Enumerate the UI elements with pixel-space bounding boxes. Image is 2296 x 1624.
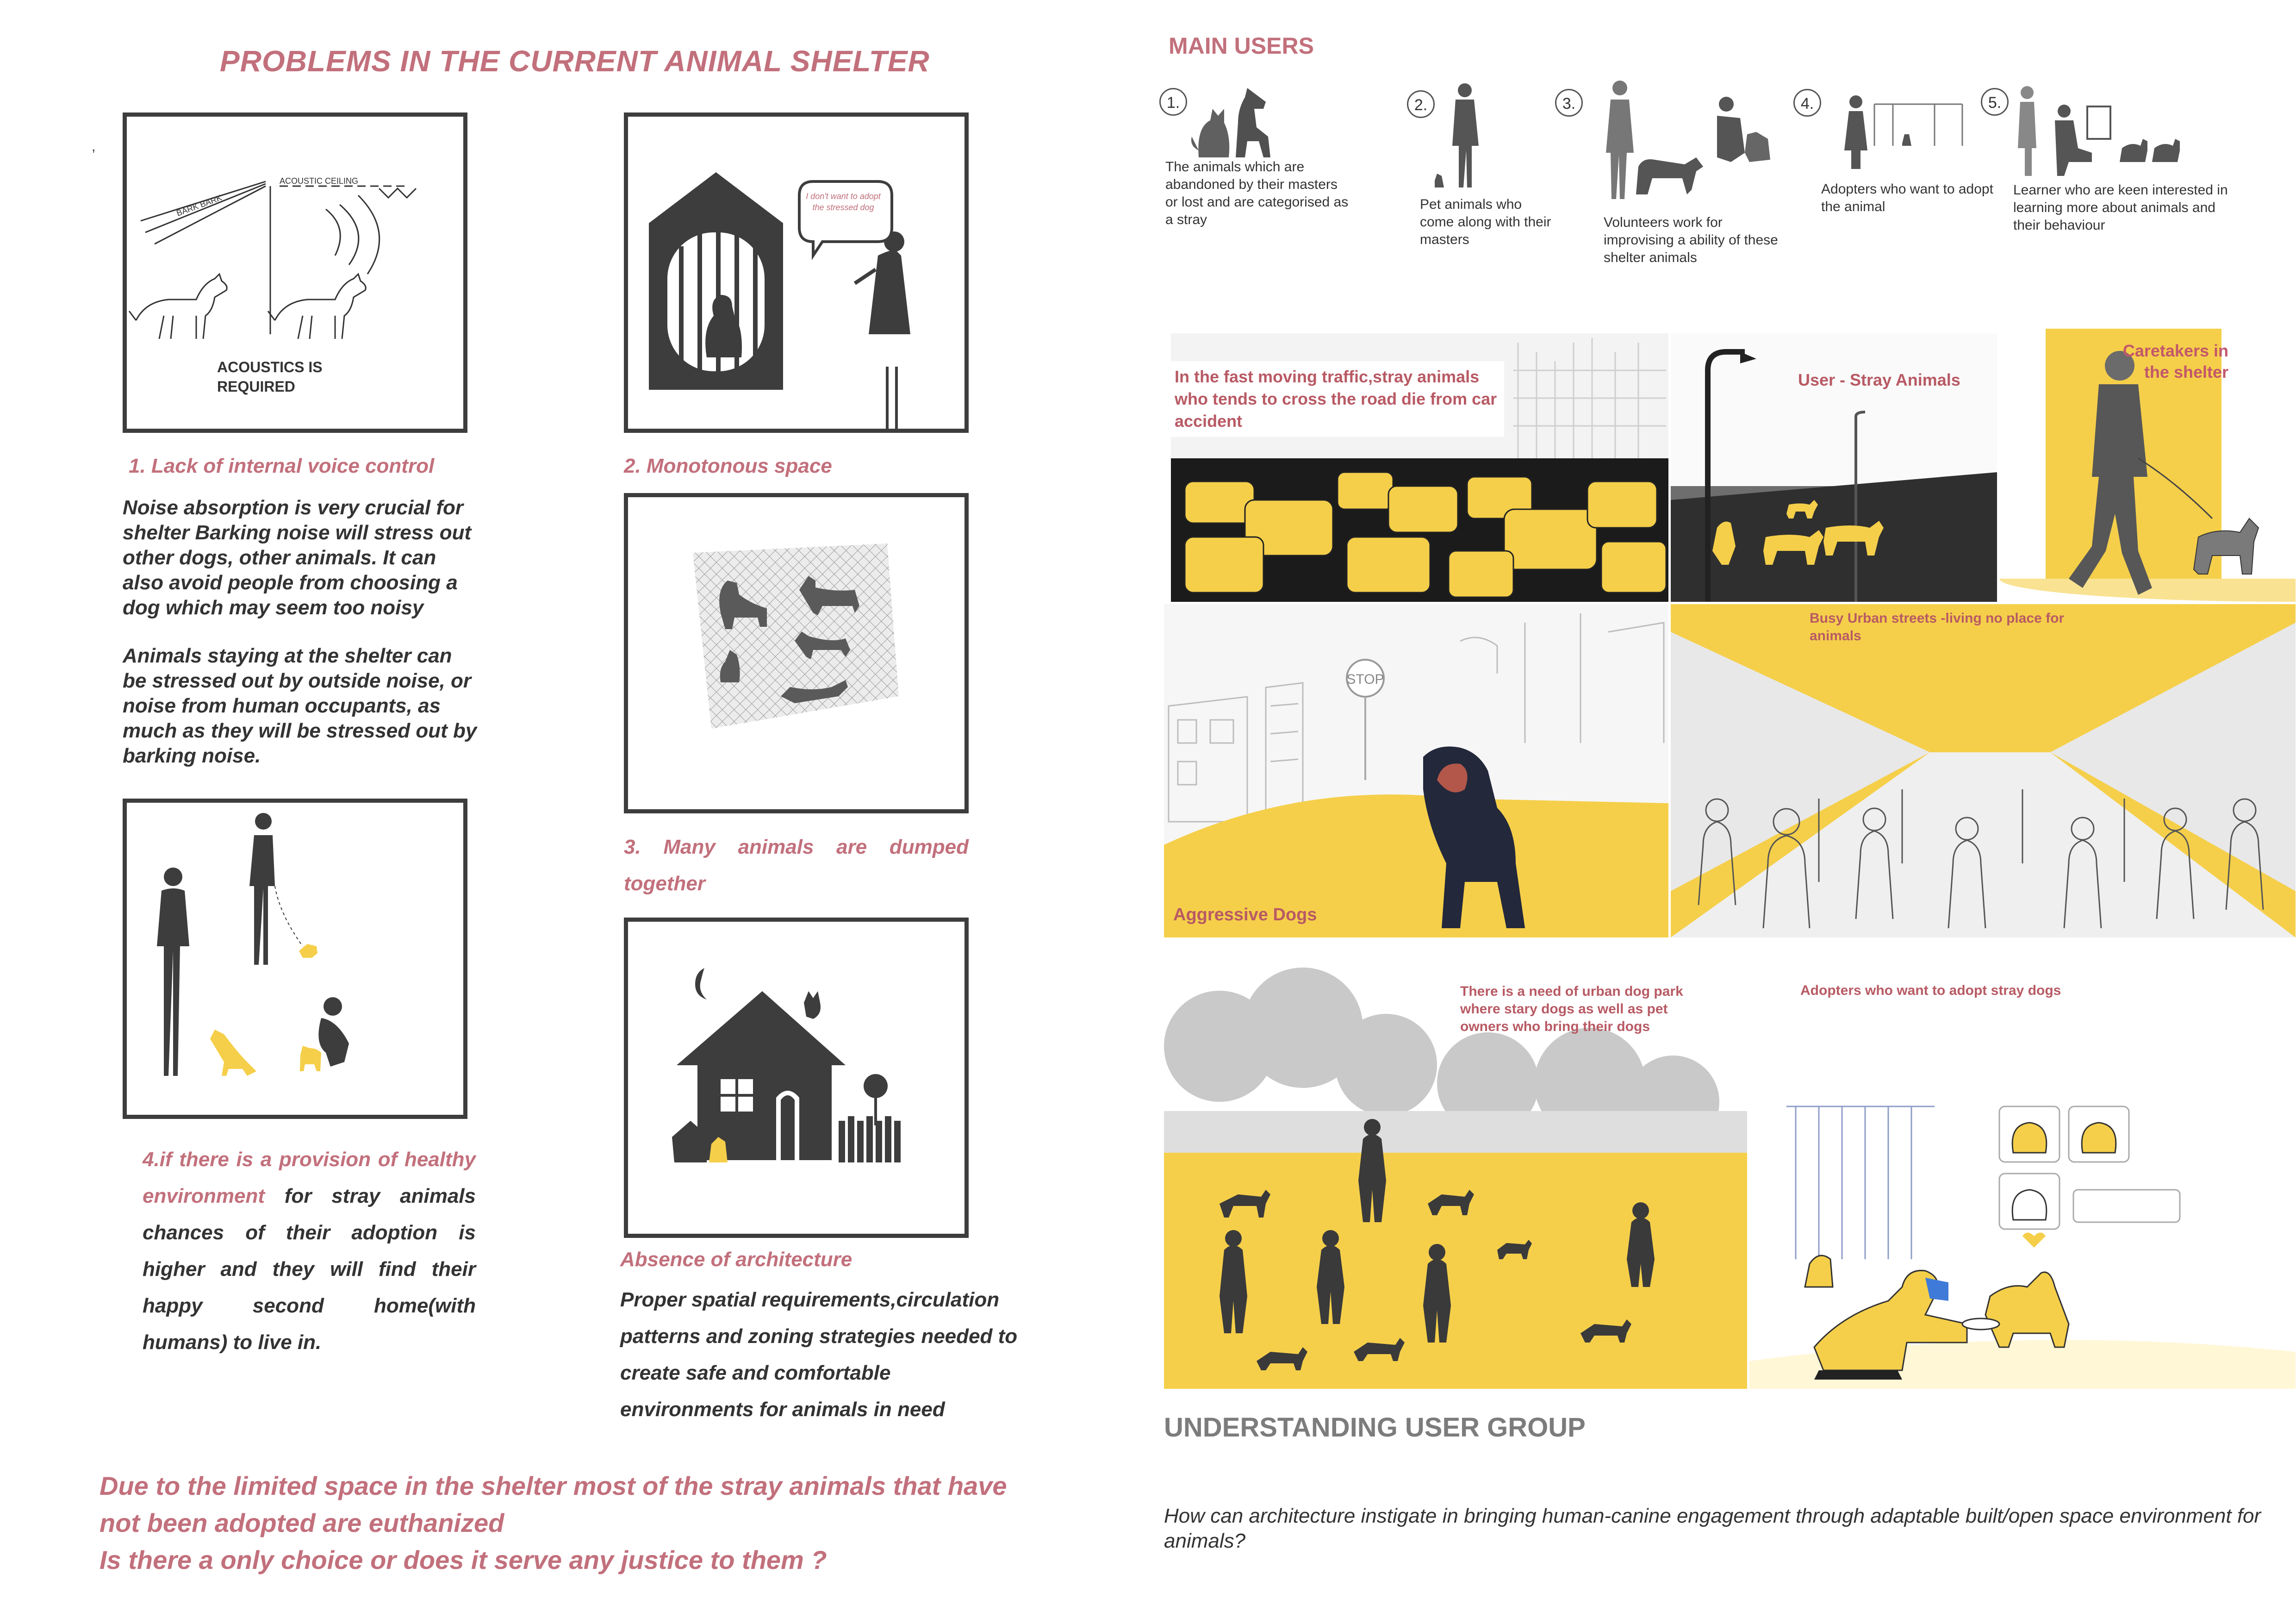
acoustics-caption: ACOUSTICS IS REQUIRED bbox=[217, 359, 323, 395]
caretakers-photo bbox=[1999, 329, 2296, 602]
heading-monotonous: 2. Monotonous space bbox=[624, 455, 832, 477]
aggressive-dog-illustration bbox=[1164, 604, 1668, 937]
environment-panel bbox=[123, 799, 467, 1119]
aggressive-dogs-photo bbox=[1164, 604, 1668, 937]
acoustic-ceiling-label: ACOUSTIC CEILING bbox=[280, 176, 359, 186]
caretakers-caption: Caretakers in the shelter bbox=[2122, 341, 2228, 381]
dumped-panel bbox=[624, 493, 969, 813]
noise-paragraph-1: Noise absorption is very crucial for shelter Barking noise will stress out other dogs, other animals. It can also avoid people from choosing a dog which may seem too noisy bbox=[123, 496, 472, 619]
environment-body: for stray animals chances of their adoption is higher and they will find their happy second home(with humans) to live in. bbox=[143, 1185, 476, 1354]
bark-label: BARK BARK bbox=[175, 193, 224, 218]
stop-sign-label: STOP bbox=[1346, 672, 1384, 687]
adopters-photo bbox=[1749, 963, 2296, 1389]
user-text-1: The animals which are abandoned by their masters or lost and are categorised as a stray bbox=[1165, 159, 1349, 227]
speech-bubble-text: I don't want to adopt the stressed dog bbox=[806, 192, 881, 212]
euthanasia-statement bbox=[100, 1468, 1007, 1579]
dog-park-photo bbox=[1164, 963, 1747, 1389]
heading-architecture: Absence of architecture bbox=[620, 1248, 852, 1271]
footer-line-1: Due to the limited space in the shelter most of the stray animals that have bbox=[100, 1471, 1007, 1500]
dog-park-caption: There is a need of urban dog park where stary dogs as well as pet owners who bring their dogs bbox=[1460, 984, 1683, 1034]
environment-heading: 4.if there is a provision of healthy environment bbox=[143, 1148, 476, 1207]
user-number-3: 3. bbox=[1555, 89, 1583, 117]
user-text-4: Adopters who want to adopt the animal bbox=[1821, 181, 1993, 214]
heading-dumped: 3. Many animals are dumped together bbox=[624, 836, 969, 895]
understanding-user-group-heading: UNDERSTANDING USER GROUP bbox=[1164, 1412, 1586, 1443]
research-question: How can architecture instigate in bringing human-canine engagement through adaptable built/open space environment for animals? bbox=[1164, 1505, 2261, 1552]
house-illustration bbox=[628, 922, 964, 1234]
acoustics-panel bbox=[123, 112, 467, 433]
user-number-2: 2. bbox=[1407, 90, 1435, 118]
footer-line-3: Is there a only choice or does it serve any justice to them ? bbox=[100, 1545, 827, 1574]
traffic-photo bbox=[1171, 333, 1668, 602]
adopter-with-dog-illustration bbox=[1749, 963, 2296, 1389]
people-with-dogs-illustration bbox=[127, 803, 463, 1115]
page-title-problems: PROBLEMS IN THE CURRENT ANIMAL SHELTER bbox=[220, 44, 930, 78]
user-number-5: 5. bbox=[1981, 88, 2009, 116]
user-text-3: Volunteers work for improvising a ability of these shelter animals bbox=[1604, 215, 1778, 265]
user-text-5: Learner who are keen interested in learning more about animals and their behaviour bbox=[2013, 182, 2228, 233]
monotonous-panel bbox=[624, 112, 969, 433]
adopters-caption: Adopters who want to adopt stray dogs bbox=[1800, 983, 2061, 998]
cat-and-dog-icon bbox=[1189, 81, 1282, 160]
busy-streets-photo bbox=[1671, 604, 2296, 937]
learner-sketching-dogs-icon bbox=[2013, 83, 2189, 176]
crowded-street-illustration bbox=[1671, 604, 2296, 937]
person-with-pet-icon bbox=[1430, 81, 1486, 192]
stray-caption: User - Stray Animals bbox=[1798, 370, 1960, 389]
caged-dog-illustration bbox=[628, 117, 964, 429]
stray-photo bbox=[1671, 333, 1997, 602]
noise-paragraph-2: Animals staying at the shelter can be stressed out by outside noise, or noise from human occupants, as much as they will be stressed out by barking noise. bbox=[123, 644, 477, 767]
footer-line-2: not been adopted are euthanized bbox=[100, 1508, 504, 1537]
stray-mark: , bbox=[92, 139, 96, 154]
environment-paragraph bbox=[143, 1141, 476, 1361]
aggressive-caption: Aggressive Dogs bbox=[1173, 905, 1317, 924]
fenced-dogs-illustration bbox=[628, 497, 964, 809]
user-number-4: 4. bbox=[1793, 89, 1821, 117]
main-users-title: MAIN USERS bbox=[1169, 33, 1314, 59]
architecture-body: Proper spatial requirements,circulation patterns and zoning strategies needed to create safe and comfortable environments for animals in need bbox=[620, 1288, 1018, 1421]
busy-streets-caption: Busy Urban streets -living no place for animals bbox=[1810, 611, 2065, 643]
volunteers-with-dogs-icon bbox=[1592, 79, 1786, 208]
architecture-panel bbox=[624, 918, 969, 1238]
heading-voice-control: 1. Lack of internal voice control bbox=[129, 455, 435, 477]
traffic-caption: In the fast moving traffic,stray animals who tends to cross the road die from car accident bbox=[1171, 361, 1504, 437]
adopter-at-kennel-icon bbox=[1823, 90, 1972, 169]
user-number-1: 1. bbox=[1159, 88, 1187, 116]
user-text-2: Pet animals who come along with their masters bbox=[1420, 197, 1551, 247]
